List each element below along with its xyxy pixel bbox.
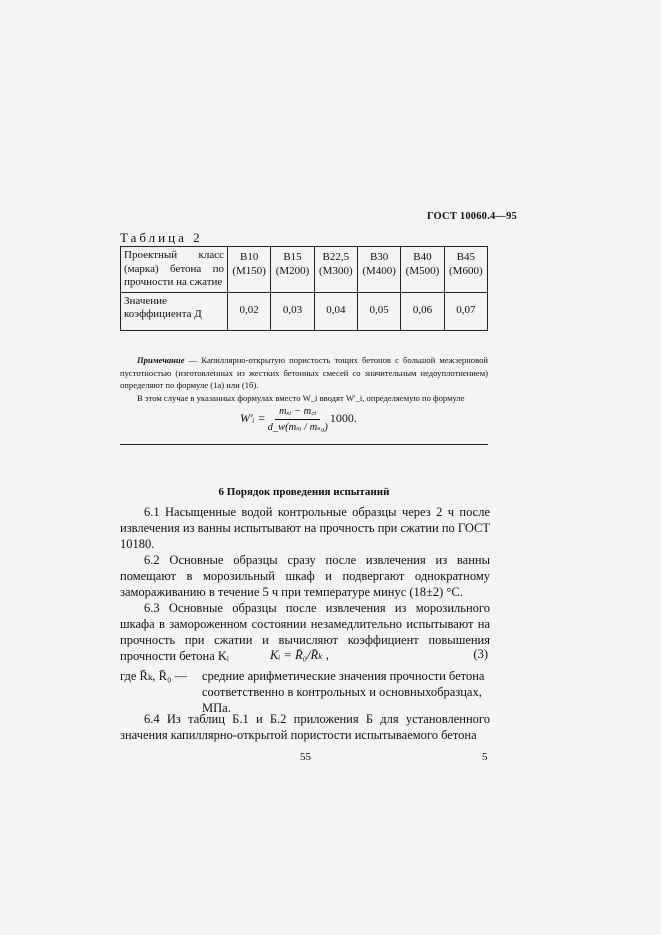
note-title: Примечание xyxy=(137,355,185,365)
row-label-coefficient: Значение коэффициента Д xyxy=(121,292,228,330)
formula-fraction xyxy=(268,404,328,433)
value-cell: 0,02 xyxy=(228,292,271,330)
paragraph-6-3: 6.3 Основные образцы после извлечения из морозильного шкафа в замороженном состоянии незамедлительно испытывают на прочность при сжатии и вычисляют коэффициент повышения прочности бетона Kᵢ xyxy=(120,601,490,663)
note-paragraph xyxy=(120,354,488,392)
equation-3 xyxy=(120,645,490,663)
gost-code-header: ГОСТ 10060.4—95 xyxy=(426,211,517,222)
col-header-5 xyxy=(444,247,487,293)
class-label: B40 xyxy=(413,251,432,263)
note-text: — Капиллярно-открытую пористость тощих бетонов с большой межзерновой пустотностью (изготовленных из жестких бетонных смесей со значительным недоуплотнением) определяют по формуле (1а) или (1б). xyxy=(120,355,488,390)
mark-label: (M150) xyxy=(232,264,266,277)
page-number-right: 5 xyxy=(482,751,488,763)
formula-denominator: d_w(mₛᵢ / mₛ₀) xyxy=(267,422,328,433)
mark-label: (M500) xyxy=(405,264,440,277)
col-header-2 xyxy=(314,247,357,293)
formula-tail: 1000. xyxy=(329,411,357,425)
equation-3-number: (3) xyxy=(473,647,488,661)
formula-w-prime xyxy=(240,404,357,433)
value-cell: 0,07 xyxy=(444,292,487,330)
table-row-values xyxy=(121,292,488,330)
table-caption: Таблица 2 xyxy=(120,230,203,245)
col-header-3 xyxy=(357,247,400,293)
formula-numerator: mₓᵢ − m꜀ᵢ xyxy=(275,404,320,420)
paragraph-6-2: 6.2 Основные образцы сразу после извлечения из ванны помещают в морозильный шкаф и подвергают однократному замораживанию в течение 5 ч при температуре минус (18±2) °С. xyxy=(120,553,490,599)
paragraph-6-4: 6.4 Из таблиц Б.1 и Б.2 приложения Б для установленного значения капиллярно-открытой пористости испытываемого бетона xyxy=(120,712,490,742)
mark-label: (M300) xyxy=(319,264,353,277)
where-text-1: средние арифметические значения прочности бетона xyxy=(202,669,485,683)
class-label: B45 xyxy=(456,251,475,263)
class-label: B15 xyxy=(283,251,302,263)
class-label: B30 xyxy=(369,251,389,263)
where-text-3: МПа. xyxy=(202,701,231,715)
page-number-center: 55 xyxy=(300,751,311,763)
value-cell: 0,06 xyxy=(401,292,444,330)
mark-label: (M200) xyxy=(275,264,310,277)
section-title: 6 Порядок проведения испытаний xyxy=(218,486,390,498)
col-header-0 xyxy=(228,247,271,293)
table-row-classes xyxy=(121,247,488,293)
class-label: B10 xyxy=(239,251,259,263)
equation-3-expression: Kᵢ = R̄₀/R̄ₖ , xyxy=(270,648,329,662)
formula-left: W′ᵢ = xyxy=(240,411,266,425)
col-header-1 xyxy=(271,247,314,293)
where-lead: где R̄ₖ, R̄₀ — xyxy=(120,669,188,683)
class-label: B22,5 xyxy=(322,251,350,263)
where-clause xyxy=(120,668,490,716)
value-cell: 0,05 xyxy=(357,292,400,330)
note-paragraph-2: В этом случае в указанных формулах вместо W_i вводят W'_i, определяемую по формуле xyxy=(137,392,465,403)
mark-label: (M600) xyxy=(449,264,483,277)
value-cell: 0,03 xyxy=(271,292,314,330)
mark-label: (M400) xyxy=(362,264,396,277)
row-label-class: Проектный класс (марка) бетона по прочности на сжатие xyxy=(121,247,228,293)
where-text-2: соответственно в контрольных и основныхобразцах, xyxy=(202,685,482,699)
col-header-4 xyxy=(401,247,444,293)
value-cell: 0,04 xyxy=(314,292,357,330)
paragraph-6-1: 6.1 Насыщенные водой контрольные образцы через 2 ч после извлечения из ванны испытывают на прочность при сжатии по ГОСТ 10180. xyxy=(120,505,490,551)
concrete-coefficient-table xyxy=(120,246,488,331)
